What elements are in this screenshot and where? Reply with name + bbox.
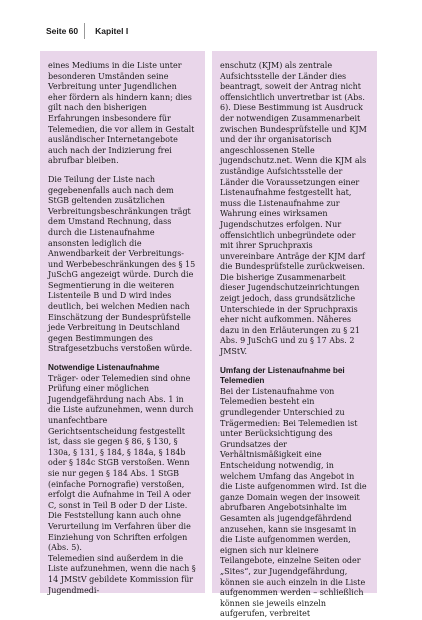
section-heading-telemedien: Umfang der Listenaufnahme bei Telemedien: [220, 365, 345, 386]
page-number: Seite 60: [40, 23, 85, 39]
right-paragraph-1: enschutz (KJM) als zentrale Aufsichtsstelle der Länder dies beantragt, soweit der Antrag nicht offensichtlich unvertretbar ist (Abs. 6). Diese Bestimmung ist Ausdruck der notwendigen Zusammenarbeit zwischen Bundesprüfstelle und KJM und der ihr organisatorisch angeschlossenen Stelle jugendschutz.net. Wenn die KJM als zuständige Aufsichtsstelle der Länder die Voraussetzungen einer Listenaufnahme festgestellt hat, muss die Listenaufnahme zur Wahrung eines wirksamen Jugendschutzes erfolgen. Nur offensichtlich unbegründete oder mit ihrer Spruchpraxis unvereinbare Anträge der KJM darf die Bundesprüfstelle zurückweisen. Die bisherige Zusammenarbeit dieser Jugendschutzeinrichtungen zeigt jedoch, dass grundsätzliche Unterschiede in der Spruchpraxis eher nicht aufkommen. Näheres dazu in den Erläuterungen zu § 21 Abs. 9 JuSchG und zu § 17 Abs. 2 JMStV.: [220, 61, 367, 357]
chapter-title: Kapitel I: [95, 26, 129, 36]
right-column: [212, 51, 377, 619]
left-paragraph-1: eines Mediums in die Liste unter besonderen Umständen seine Verbreitung unter Jugendlichen eher fördern als hindern kann; dies gilt nach den bisherigen Erfahrungen insbesondere für Telemedien, die vor allem in Gestalt ausländischer Internetangebote auch nach der Indizierung frei abrufbar bleiben.: [48, 61, 195, 166]
page-header: [40, 23, 138, 39]
left-paragraph-2: Die Teilung der Liste nach gegebenenfalls auch nach dem StGB geltenden zusätzlichen Verbreitungsbeschränkungen trägt dem Umstand Rechnung, dass durch die Listenaufnahme ansonsten lediglich die Anwendbarkeit der Verbreitungs- und Werbebeschränkungen des § 15 JuSchG angezeigt würde. Durch die Segmentierung in die weiteren Listenteile B und D wird indes deutlich, bei welchen Medien nach Einschätzung der Bundesprüfstelle jede Verbreitung in Deutschland gegen Bestimmungen des Strafgesetzbuchs verstoßen würde.: [48, 174, 196, 354]
left-paragraph-4: Telemedien sind außerdem in die Liste aufzunehmen, wenn die nach § 14 JMStV gebildete Kommission für Jugendmedi-: [48, 553, 196, 595]
column-divider: [207, 51, 209, 593]
section-heading-listenaufnahme: Notwendige Listenaufnahme: [48, 363, 160, 373]
left-paragraph-3: Träger- oder Telemedien sind ohne Prüfung einer möglichen Jugendgefährdung nach Abs. 1 in die Liste aufzunehmen, wenn durch unanfechtbare Gerichtsentscheidung festgestellt ist, dass sie gegen § 86, § 130, § 130a, § 131, § 184, § 184a, § 184b oder § 184c StGB verstoßen. Wenn sie nur gegen § 184 Abs. 1 StGB (einfache Pornografie) verstoßen, erfolgt die Aufnahme in Teil A oder C, sonst in Teil B oder D der Liste. Die Feststellung kann auch ohne Verurteilung im Verfahren über die Einziehung von Schriften erfolgen (Abs. 5).: [48, 373, 194, 553]
right-paragraph-2: Bei der Listenaufnahme von Telemedien besteht ein grundlegender Unterschied zu Trägermedien: Bei Telemedien ist unter Berücksichtigung des Grundsatzes der Verhältnismäßigkeit eine Entscheidung notwendig, in welchem Umfang das Angebot in die Liste aufgenommen wird. Ist die ganze Domain wegen der insoweit abrufbaren Angebotsinhalte im Gesamten als jugendgefährdend anzusehen, kann sie insgesamt in die Liste aufgenommen werden, eignen sich nur kleinere Teilangebote, einzelne Seiten oder „Sites“, zur Jugendgefährdung, können sie auch einzeln in die Liste aufgenommen werden – schließlich können sie jeweils einzeln aufgerufen, verbreitet: [220, 386, 367, 619]
left-column: [40, 51, 205, 593]
